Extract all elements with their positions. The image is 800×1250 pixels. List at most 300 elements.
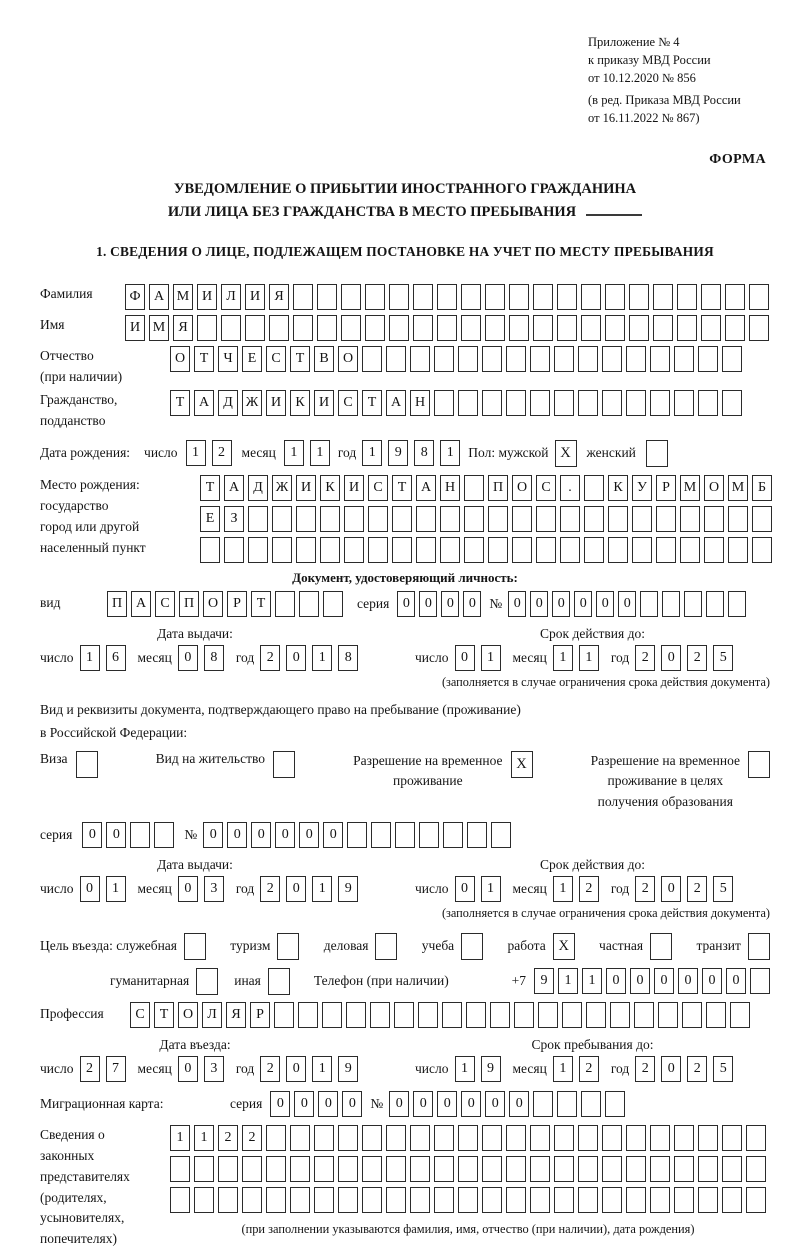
char-cell[interactable] bbox=[506, 346, 526, 372]
char-cell[interactable]: 2 bbox=[635, 645, 655, 671]
char-cell[interactable]: Д bbox=[248, 475, 268, 501]
char-cell[interactable]: Ж bbox=[242, 390, 262, 416]
char-cell[interactable] bbox=[464, 537, 484, 563]
char-cell[interactable] bbox=[581, 284, 601, 310]
char-cell[interactable]: 9 bbox=[534, 968, 554, 994]
char-cell[interactable] bbox=[458, 346, 478, 372]
char-cell[interactable] bbox=[581, 315, 601, 341]
char-cell[interactable] bbox=[629, 284, 649, 310]
char-cell[interactable] bbox=[650, 346, 670, 372]
char-cell[interactable] bbox=[680, 506, 700, 532]
char-cell[interactable] bbox=[538, 1002, 558, 1028]
char-cell[interactable]: 1 bbox=[194, 1125, 214, 1151]
char-cell[interactable]: 0 bbox=[654, 968, 674, 994]
char-cell[interactable]: Т bbox=[194, 346, 214, 372]
char-cell[interactable] bbox=[461, 315, 481, 341]
char-cell[interactable] bbox=[653, 284, 673, 310]
char-cell[interactable]: 0 bbox=[661, 1056, 681, 1082]
char-cell[interactable]: 3 bbox=[204, 1056, 224, 1082]
char-cell[interactable] bbox=[626, 1187, 646, 1213]
char-cell[interactable] bbox=[650, 1156, 670, 1182]
char-cell[interactable] bbox=[293, 315, 313, 341]
char-cell[interactable] bbox=[586, 1002, 606, 1028]
char-cell[interactable]: С bbox=[155, 591, 175, 617]
char-cell[interactable]: Т bbox=[290, 346, 310, 372]
char-cell[interactable]: Н bbox=[410, 390, 430, 416]
char-cell[interactable]: 8 bbox=[204, 645, 224, 671]
char-cell[interactable]: Т bbox=[251, 591, 271, 617]
char-cell[interactable]: И bbox=[266, 390, 286, 416]
char-cell[interactable] bbox=[554, 1125, 574, 1151]
char-cell[interactable]: 0 bbox=[286, 876, 306, 902]
char-cell[interactable]: 2 bbox=[579, 876, 599, 902]
char-cell[interactable]: Р bbox=[227, 591, 247, 617]
char-cell[interactable]: 0 bbox=[397, 591, 415, 617]
char-cell[interactable]: С bbox=[130, 1002, 150, 1028]
char-cell[interactable] bbox=[317, 284, 337, 310]
char-cell[interactable] bbox=[458, 390, 478, 416]
char-cell[interactable]: А bbox=[416, 475, 436, 501]
char-cell[interactable]: Т bbox=[170, 390, 190, 416]
char-cell[interactable]: Е bbox=[242, 346, 262, 372]
char-cell[interactable] bbox=[632, 537, 652, 563]
char-cell[interactable] bbox=[341, 284, 361, 310]
char-cell[interactable] bbox=[322, 1002, 342, 1028]
char-cell[interactable]: 2 bbox=[635, 876, 655, 902]
char-cell[interactable]: Б bbox=[752, 475, 772, 501]
char-cell[interactable]: 0 bbox=[299, 822, 319, 848]
char-cell[interactable]: М bbox=[680, 475, 700, 501]
char-cell[interactable] bbox=[386, 1156, 406, 1182]
char-cell[interactable] bbox=[482, 1156, 502, 1182]
char-cell[interactable]: С bbox=[368, 475, 388, 501]
char-cell[interactable] bbox=[554, 390, 574, 416]
char-cell[interactable] bbox=[704, 506, 724, 532]
char-cell[interactable]: Т bbox=[200, 475, 220, 501]
char-cell[interactable]: 1 bbox=[312, 645, 332, 671]
char-cell[interactable]: К bbox=[608, 475, 628, 501]
char-cell[interactable] bbox=[634, 1002, 654, 1028]
char-cell[interactable] bbox=[245, 315, 265, 341]
char-cell[interactable] bbox=[562, 1002, 582, 1028]
char-cell[interactable] bbox=[490, 1002, 510, 1028]
char-cell[interactable]: 0 bbox=[661, 876, 681, 902]
char-cell[interactable] bbox=[530, 1156, 550, 1182]
char-cell[interactable]: Р bbox=[250, 1002, 270, 1028]
char-cell[interactable] bbox=[533, 315, 553, 341]
char-cell[interactable] bbox=[506, 390, 526, 416]
char-cell[interactable]: 0 bbox=[342, 1091, 362, 1117]
char-cell[interactable] bbox=[656, 506, 676, 532]
char-cell[interactable]: П bbox=[179, 591, 199, 617]
char-cell[interactable]: К bbox=[290, 390, 310, 416]
char-cell[interactable] bbox=[218, 1156, 238, 1182]
char-cell[interactable]: 0 bbox=[286, 1056, 306, 1082]
char-cell[interactable] bbox=[650, 1187, 670, 1213]
char-cell[interactable]: 0 bbox=[323, 822, 343, 848]
char-cell[interactable]: 3 bbox=[204, 876, 224, 902]
char-cell[interactable] bbox=[314, 1156, 334, 1182]
char-cell[interactable]: 6 bbox=[106, 645, 126, 671]
char-cell[interactable]: З bbox=[224, 506, 244, 532]
char-cell[interactable] bbox=[314, 1125, 334, 1151]
char-cell[interactable]: 0 bbox=[596, 591, 614, 617]
char-cell[interactable] bbox=[338, 1156, 358, 1182]
char-cell[interactable]: 0 bbox=[552, 591, 570, 617]
purpose-transit-checkbox[interactable] bbox=[748, 933, 770, 960]
char-cell[interactable] bbox=[656, 537, 676, 563]
char-cell[interactable] bbox=[488, 506, 508, 532]
char-cell[interactable] bbox=[698, 1187, 718, 1213]
char-cell[interactable] bbox=[466, 1002, 486, 1028]
char-cell[interactable] bbox=[722, 1187, 742, 1213]
char-cell[interactable]: 8 bbox=[338, 645, 358, 671]
char-cell[interactable] bbox=[557, 315, 577, 341]
char-cell[interactable]: 2 bbox=[260, 1056, 280, 1082]
char-cell[interactable] bbox=[684, 591, 702, 617]
char-cell[interactable]: А bbox=[131, 591, 151, 617]
char-cell[interactable] bbox=[194, 1187, 214, 1213]
char-cell[interactable] bbox=[224, 537, 244, 563]
char-cell[interactable]: 0 bbox=[726, 968, 746, 994]
char-cell[interactable] bbox=[725, 315, 745, 341]
char-cell[interactable] bbox=[632, 506, 652, 532]
char-cell[interactable]: 0 bbox=[606, 968, 626, 994]
char-cell[interactable] bbox=[682, 1002, 702, 1028]
char-cell[interactable]: 0 bbox=[251, 822, 271, 848]
char-cell[interactable] bbox=[650, 1125, 670, 1151]
char-cell[interactable]: 2 bbox=[242, 1125, 262, 1151]
residence-permit-checkbox[interactable] bbox=[273, 751, 295, 778]
purpose-business-checkbox[interactable] bbox=[375, 933, 397, 960]
char-cell[interactable] bbox=[317, 315, 337, 341]
char-cell[interactable]: М bbox=[149, 315, 169, 341]
purpose-private-checkbox[interactable] bbox=[650, 933, 672, 960]
char-cell[interactable] bbox=[602, 1156, 622, 1182]
char-cell[interactable] bbox=[197, 315, 217, 341]
char-cell[interactable]: 2 bbox=[687, 876, 707, 902]
char-cell[interactable] bbox=[530, 346, 550, 372]
char-cell[interactable]: 8 bbox=[414, 440, 434, 466]
char-cell[interactable] bbox=[418, 1002, 438, 1028]
char-cell[interactable] bbox=[320, 506, 340, 532]
char-cell[interactable] bbox=[530, 390, 550, 416]
char-cell[interactable]: 1 bbox=[440, 440, 460, 466]
char-cell[interactable]: Я bbox=[173, 315, 193, 341]
char-cell[interactable]: 9 bbox=[338, 876, 358, 902]
char-cell[interactable]: 0 bbox=[203, 822, 223, 848]
char-cell[interactable]: 0 bbox=[530, 591, 548, 617]
char-cell[interactable] bbox=[242, 1156, 262, 1182]
char-cell[interactable] bbox=[440, 537, 460, 563]
char-cell[interactable]: О bbox=[170, 346, 190, 372]
char-cell[interactable] bbox=[608, 537, 628, 563]
char-cell[interactable] bbox=[467, 822, 487, 848]
char-cell[interactable]: 0 bbox=[106, 822, 126, 848]
char-cell[interactable] bbox=[584, 475, 604, 501]
char-cell[interactable] bbox=[242, 1187, 262, 1213]
char-cell[interactable]: Т bbox=[392, 475, 412, 501]
char-cell[interactable] bbox=[746, 1156, 766, 1182]
char-cell[interactable] bbox=[338, 1187, 358, 1213]
char-cell[interactable] bbox=[674, 346, 694, 372]
char-cell[interactable] bbox=[275, 591, 295, 617]
char-cell[interactable] bbox=[722, 390, 742, 416]
char-cell[interactable] bbox=[410, 346, 430, 372]
char-cell[interactable]: М bbox=[173, 284, 193, 310]
char-cell[interactable] bbox=[554, 346, 574, 372]
char-cell[interactable] bbox=[578, 1125, 598, 1151]
char-cell[interactable] bbox=[752, 537, 772, 563]
char-cell[interactable] bbox=[722, 1156, 742, 1182]
char-cell[interactable] bbox=[578, 1187, 598, 1213]
char-cell[interactable]: 0 bbox=[574, 591, 592, 617]
char-cell[interactable]: 0 bbox=[437, 1091, 457, 1117]
char-cell[interactable] bbox=[536, 506, 556, 532]
char-cell[interactable] bbox=[298, 1002, 318, 1028]
char-cell[interactable] bbox=[491, 822, 511, 848]
char-cell[interactable] bbox=[296, 506, 316, 532]
char-cell[interactable] bbox=[722, 1125, 742, 1151]
char-cell[interactable] bbox=[344, 537, 364, 563]
char-cell[interactable] bbox=[608, 506, 628, 532]
char-cell[interactable]: У bbox=[632, 475, 652, 501]
char-cell[interactable] bbox=[314, 1187, 334, 1213]
char-cell[interactable] bbox=[506, 1156, 526, 1182]
char-cell[interactable] bbox=[626, 1125, 646, 1151]
char-cell[interactable] bbox=[485, 284, 505, 310]
purpose-work-checkbox[interactable]: X bbox=[553, 933, 575, 960]
char-cell[interactable]: 1 bbox=[284, 440, 304, 466]
char-cell[interactable]: 0 bbox=[508, 591, 526, 617]
char-cell[interactable]: С bbox=[338, 390, 358, 416]
char-cell[interactable]: 1 bbox=[106, 876, 126, 902]
char-cell[interactable] bbox=[221, 315, 241, 341]
char-cell[interactable]: . bbox=[560, 475, 580, 501]
char-cell[interactable] bbox=[506, 1125, 526, 1151]
char-cell[interactable] bbox=[368, 537, 388, 563]
char-cell[interactable] bbox=[130, 822, 150, 848]
char-cell[interactable] bbox=[560, 537, 580, 563]
char-cell[interactable]: 0 bbox=[630, 968, 650, 994]
char-cell[interactable]: Я bbox=[269, 284, 289, 310]
char-cell[interactable] bbox=[706, 1002, 726, 1028]
char-cell[interactable] bbox=[602, 346, 622, 372]
char-cell[interactable] bbox=[581, 1091, 601, 1117]
char-cell[interactable] bbox=[347, 822, 367, 848]
char-cell[interactable]: М bbox=[728, 475, 748, 501]
char-cell[interactable]: А bbox=[386, 390, 406, 416]
char-cell[interactable] bbox=[704, 537, 724, 563]
char-cell[interactable]: И bbox=[197, 284, 217, 310]
char-cell[interactable] bbox=[170, 1156, 190, 1182]
char-cell[interactable] bbox=[434, 1125, 454, 1151]
char-cell[interactable]: Ч bbox=[218, 346, 238, 372]
sex-male-checkbox[interactable]: X bbox=[555, 440, 577, 467]
char-cell[interactable] bbox=[680, 537, 700, 563]
char-cell[interactable] bbox=[440, 506, 460, 532]
char-cell[interactable]: Ж bbox=[272, 475, 292, 501]
char-cell[interactable] bbox=[626, 346, 646, 372]
purpose-tourism-checkbox[interactable] bbox=[277, 933, 299, 960]
char-cell[interactable] bbox=[392, 506, 412, 532]
sex-female-checkbox[interactable] bbox=[646, 440, 668, 467]
char-cell[interactable] bbox=[416, 506, 436, 532]
char-cell[interactable]: 0 bbox=[463, 591, 481, 617]
char-cell[interactable]: 1 bbox=[362, 440, 382, 466]
char-cell[interactable] bbox=[344, 506, 364, 532]
char-cell[interactable] bbox=[274, 1002, 294, 1028]
char-cell[interactable] bbox=[698, 1125, 718, 1151]
char-cell[interactable]: 9 bbox=[338, 1056, 358, 1082]
char-cell[interactable] bbox=[584, 506, 604, 532]
char-cell[interactable] bbox=[413, 315, 433, 341]
char-cell[interactable] bbox=[389, 284, 409, 310]
char-cell[interactable] bbox=[746, 1187, 766, 1213]
char-cell[interactable]: В bbox=[314, 346, 334, 372]
char-cell[interactable] bbox=[512, 506, 532, 532]
char-cell[interactable] bbox=[362, 346, 382, 372]
char-cell[interactable]: 0 bbox=[80, 876, 100, 902]
char-cell[interactable]: 2 bbox=[260, 645, 280, 671]
char-cell[interactable]: О bbox=[704, 475, 724, 501]
char-cell[interactable] bbox=[341, 315, 361, 341]
char-cell[interactable]: 1 bbox=[310, 440, 330, 466]
char-cell[interactable] bbox=[458, 1125, 478, 1151]
char-cell[interactable]: И bbox=[344, 475, 364, 501]
char-cell[interactable] bbox=[410, 1125, 430, 1151]
char-cell[interactable] bbox=[434, 1156, 454, 1182]
char-cell[interactable]: 0 bbox=[509, 1091, 529, 1117]
char-cell[interactable]: К bbox=[320, 475, 340, 501]
char-cell[interactable] bbox=[362, 1125, 382, 1151]
char-cell[interactable]: 1 bbox=[582, 968, 602, 994]
char-cell[interactable]: 0 bbox=[441, 591, 459, 617]
char-cell[interactable]: 0 bbox=[318, 1091, 338, 1117]
char-cell[interactable] bbox=[434, 1187, 454, 1213]
char-cell[interactable] bbox=[154, 822, 174, 848]
char-cell[interactable] bbox=[662, 591, 680, 617]
char-cell[interactable]: П bbox=[107, 591, 127, 617]
char-cell[interactable] bbox=[533, 284, 553, 310]
temp-residence-checkbox[interactable]: X bbox=[511, 751, 533, 778]
char-cell[interactable]: 0 bbox=[419, 591, 437, 617]
char-cell[interactable] bbox=[434, 390, 454, 416]
char-cell[interactable] bbox=[536, 537, 556, 563]
char-cell[interactable] bbox=[674, 1156, 694, 1182]
char-cell[interactable] bbox=[512, 537, 532, 563]
char-cell[interactable] bbox=[269, 315, 289, 341]
char-cell[interactable]: С bbox=[536, 475, 556, 501]
char-cell[interactable] bbox=[365, 315, 385, 341]
char-cell[interactable] bbox=[626, 1156, 646, 1182]
char-cell[interactable]: 0 bbox=[485, 1091, 505, 1117]
char-cell[interactable] bbox=[509, 315, 529, 341]
char-cell[interactable] bbox=[605, 1091, 625, 1117]
char-cell[interactable] bbox=[722, 346, 742, 372]
char-cell[interactable]: 2 bbox=[218, 1125, 238, 1151]
char-cell[interactable] bbox=[677, 284, 697, 310]
char-cell[interactable] bbox=[419, 822, 439, 848]
char-cell[interactable]: 0 bbox=[461, 1091, 481, 1117]
char-cell[interactable] bbox=[394, 1002, 414, 1028]
char-cell[interactable] bbox=[346, 1002, 366, 1028]
char-cell[interactable] bbox=[701, 284, 721, 310]
char-cell[interactable] bbox=[482, 346, 502, 372]
char-cell[interactable] bbox=[368, 506, 388, 532]
char-cell[interactable]: Ф bbox=[125, 284, 145, 310]
char-cell[interactable]: Т bbox=[154, 1002, 174, 1028]
char-cell[interactable]: Л bbox=[221, 284, 241, 310]
char-cell[interactable] bbox=[610, 1002, 630, 1028]
char-cell[interactable] bbox=[725, 284, 745, 310]
char-cell[interactable] bbox=[506, 1187, 526, 1213]
char-cell[interactable]: 0 bbox=[455, 876, 475, 902]
char-cell[interactable]: Д bbox=[218, 390, 238, 416]
char-cell[interactable] bbox=[698, 390, 718, 416]
char-cell[interactable]: 0 bbox=[178, 645, 198, 671]
char-cell[interactable] bbox=[296, 537, 316, 563]
char-cell[interactable] bbox=[272, 506, 292, 532]
char-cell[interactable]: 1 bbox=[553, 876, 573, 902]
char-cell[interactable] bbox=[248, 506, 268, 532]
char-cell[interactable]: О bbox=[203, 591, 223, 617]
char-cell[interactable] bbox=[605, 315, 625, 341]
char-cell[interactable]: Н bbox=[440, 475, 460, 501]
char-cell[interactable] bbox=[362, 1187, 382, 1213]
char-cell[interactable] bbox=[578, 346, 598, 372]
char-cell[interactable] bbox=[442, 1002, 462, 1028]
char-cell[interactable]: 2 bbox=[579, 1056, 599, 1082]
char-cell[interactable]: 1 bbox=[481, 645, 501, 671]
char-cell[interactable] bbox=[386, 346, 406, 372]
char-cell[interactable]: О bbox=[178, 1002, 198, 1028]
char-cell[interactable]: 0 bbox=[661, 645, 681, 671]
char-cell[interactable]: 1 bbox=[553, 645, 573, 671]
char-cell[interactable]: 2 bbox=[212, 440, 232, 466]
char-cell[interactable] bbox=[750, 968, 770, 994]
purpose-humanitarian-checkbox[interactable] bbox=[196, 968, 218, 995]
char-cell[interactable] bbox=[602, 1125, 622, 1151]
char-cell[interactable] bbox=[434, 346, 454, 372]
char-cell[interactable] bbox=[410, 1156, 430, 1182]
char-cell[interactable]: 1 bbox=[312, 876, 332, 902]
char-cell[interactable] bbox=[416, 537, 436, 563]
char-cell[interactable] bbox=[557, 284, 577, 310]
char-cell[interactable]: 0 bbox=[389, 1091, 409, 1117]
char-cell[interactable] bbox=[266, 1156, 286, 1182]
char-cell[interactable]: А bbox=[149, 284, 169, 310]
char-cell[interactable] bbox=[557, 1091, 577, 1117]
char-cell[interactable] bbox=[674, 1125, 694, 1151]
temp-residence-education-checkbox[interactable] bbox=[748, 751, 770, 778]
char-cell[interactable]: 0 bbox=[294, 1091, 314, 1117]
char-cell[interactable]: 1 bbox=[80, 645, 100, 671]
char-cell[interactable] bbox=[371, 822, 391, 848]
char-cell[interactable] bbox=[752, 506, 772, 532]
char-cell[interactable]: 5 bbox=[713, 1056, 733, 1082]
char-cell[interactable]: 0 bbox=[413, 1091, 433, 1117]
char-cell[interactable] bbox=[443, 822, 463, 848]
char-cell[interactable]: И bbox=[296, 475, 316, 501]
char-cell[interactable] bbox=[730, 1002, 750, 1028]
char-cell[interactable] bbox=[320, 537, 340, 563]
char-cell[interactable] bbox=[578, 390, 598, 416]
char-cell[interactable] bbox=[266, 1187, 286, 1213]
char-cell[interactable] bbox=[674, 390, 694, 416]
char-cell[interactable] bbox=[629, 315, 649, 341]
char-cell[interactable]: 0 bbox=[270, 1091, 290, 1117]
